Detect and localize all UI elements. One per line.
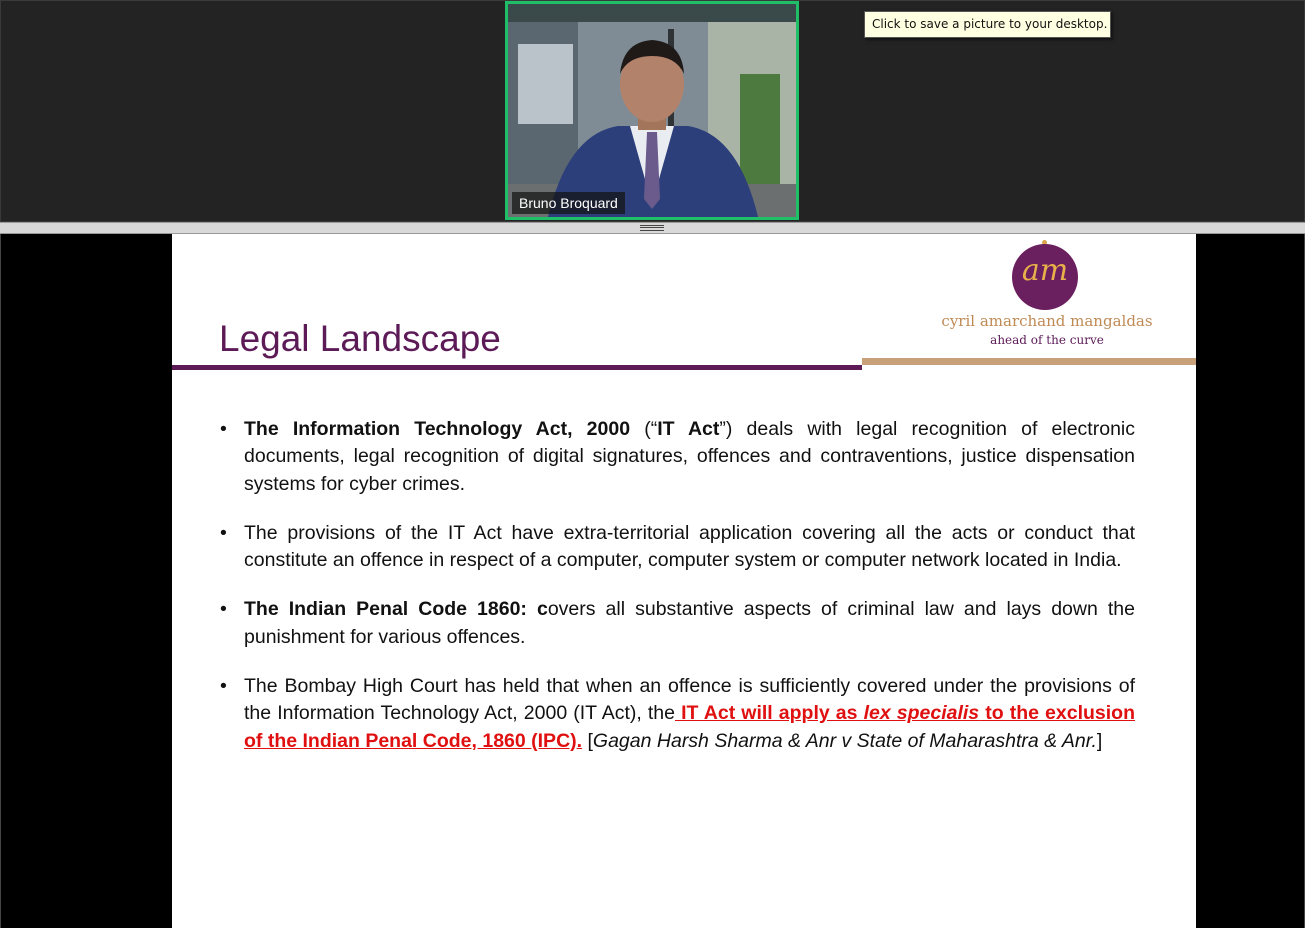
bracket-close: ] <box>1096 729 1103 752</box>
bracket-open: [ <box>582 729 593 752</box>
case-citation: Gagan Harsh Sharma & Anr v State of Maharashtra & Anr. <box>592 729 1097 752</box>
bullet-bombay-hc <box>220 673 1135 755</box>
quote-open: (“ <box>630 418 658 440</box>
logo-mark <box>1012 244 1078 310</box>
save-picture-tooltip: Click to save a picture to your desktop. <box>864 11 1111 38</box>
bullet-ipc <box>220 596 1135 651</box>
bullet-extraterritorial-text: The provisions of the IT Act have extra-territorial application covering all the acts or conduct that constitute an offence in respect of a computer, computer system or computer network located in India. <box>244 521 1135 572</box>
title-rule-gold <box>862 358 1196 365</box>
lex-specialis-term: lex specialis <box>863 702 980 725</box>
red-text-1: IT Act will apply as <box>675 702 864 725</box>
resize-grip-icon[interactable] <box>640 225 664 231</box>
red-text-2: to the exclusion of the Indian Penal Code, 1860 (IPC) <box>244 702 1136 752</box>
bullet-list <box>220 416 1135 777</box>
bullet-it-act <box>220 416 1135 498</box>
ipc-name: The Indian Penal Code 1860: c <box>244 598 548 621</box>
bullet-ipc-text: overs all substantive aspects of criminal law and lays down the punishment for various offences. <box>244 598 1135 648</box>
presentation-slide <box>172 234 1196 928</box>
bombay-hc-lead: The Bombay High Court has held that when an offence is sufficiently covered under the provisions of the Information Technology Act, 2000 (IT Act), the <box>244 675 1135 725</box>
firm-tagline: ahead of the curve <box>990 333 1104 347</box>
it-act-short: IT Act <box>657 418 720 440</box>
bullet-extraterritorial <box>220 520 1135 575</box>
participant-name: Bruno Broquard <box>512 192 625 214</box>
bullet-it-act-text: ”) deals with legal recognition of electronic documents, legal recognition of digital signatures, offences and contraventions, justice dispensation systems for cyber crimes. <box>244 418 1135 495</box>
red-period: . <box>576 729 583 752</box>
slide-title: Legal Landscape <box>219 318 501 359</box>
speaker-video-frame <box>508 4 796 217</box>
logo-mark-text: am <box>1021 253 1069 288</box>
firm-logo <box>912 240 1182 350</box>
panel-resize-divider[interactable] <box>0 222 1305 234</box>
firm-name: cyril amarchand mangaldas <box>941 312 1153 330</box>
title-rule-purple <box>172 365 862 370</box>
speaker-video-tile[interactable] <box>505 1 799 220</box>
it-act-name: The Information Technology Act, 2000 <box>244 418 631 440</box>
